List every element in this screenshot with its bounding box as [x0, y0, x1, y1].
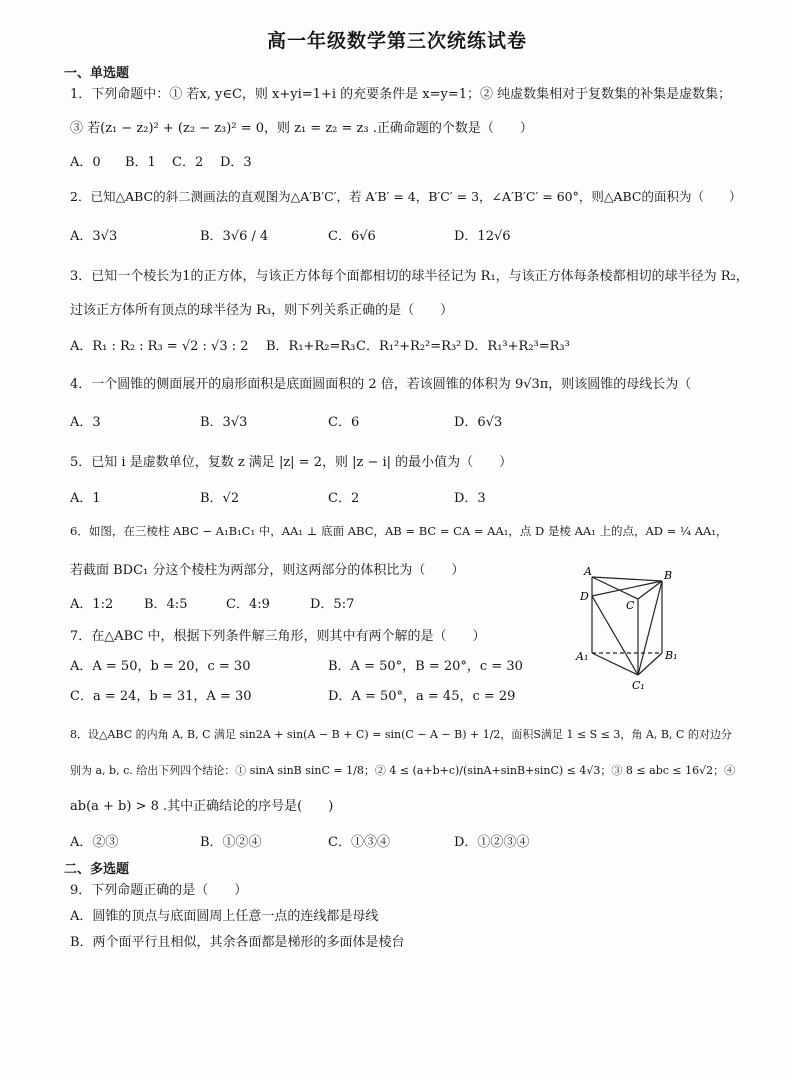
q1-option-c[interactable]: C．2 — [172, 155, 204, 170]
q7-option-d[interactable]: D．A = 50°，a = 45，c = 29 — [328, 689, 516, 704]
q3-option-c[interactable]: C．R₁²+R₂²=R₃² — [356, 339, 462, 354]
q8-option-a[interactable]: A．②③ — [70, 835, 119, 850]
q4-line1: 4．一个圆锥的侧面展开的扇形面积是底面圆面积的 2 倍，若该圆锥的体积为 9√3π，则该圆锥的母线长为（ — [70, 377, 692, 392]
q6-option-b[interactable]: B．4:5 — [144, 597, 188, 612]
q5-option-c[interactable]: C．2 — [328, 491, 360, 506]
q3-option-b[interactable]: B．R₁+R₂=R₃ — [266, 339, 356, 354]
q6-line1: 6．如图，在三棱柱 ABC − A₁B₁C₁ 中，AA₁ ⊥ 底面 ABC，AB = BC = CA = AA₁，点 D 是棱 AA₁ 上的点，AD = ¼ AA₁， — [70, 524, 728, 538]
q8-option-c[interactable]: C．①③④ — [328, 835, 390, 850]
q2-line1: 2．已知△ABC的斜二测画法的直观图为△A′B′C′，若 A′B′ = 4，B′C′ = 3，∠A′B′C′ = 60°，则△ABC的面积为（ ） — [70, 189, 742, 204]
q2-option-d[interactable]: D．12√6 — [454, 229, 511, 244]
q6-option-c[interactable]: C．4:9 — [226, 597, 270, 612]
prism-figure — [570, 565, 700, 700]
q6-options — [70, 596, 390, 614]
exam-title: 高一年级数学第三次统练试卷 — [266, 30, 527, 52]
q5-option-a[interactable]: A．1 — [70, 491, 101, 506]
q4-options — [70, 414, 710, 432]
q1-options — [70, 154, 330, 172]
q1-option-b[interactable]: B．1 — [125, 155, 156, 170]
q7-option-a[interactable]: A．A = 50，b = 20，c = 30 — [70, 659, 251, 674]
figure-label-a1: A₁ — [576, 650, 589, 663]
figure-label-d: D — [580, 590, 589, 603]
section-multi-choice: 二、多选题 — [64, 862, 130, 877]
q1-line2: ③ 若(z₁ − z₂)² + (z₂ − z₃)² = 0，则 z₁ = z₂ = z₃ .正确命题的个数是（ ） — [70, 121, 533, 136]
q6-option-a[interactable]: A．1:2 — [70, 597, 114, 612]
q1-option-a[interactable]: A．0 — [70, 155, 101, 170]
figure-label-b: B — [664, 569, 673, 582]
q3-option-d[interactable]: D．R₁³+R₂³=R₃³ — [464, 339, 570, 354]
figure-label-a: A — [584, 565, 592, 578]
section-single-choice: 一、单选题 — [64, 66, 130, 81]
q8-line3: ab(a + b) > 8 .其中正确结论的序号是( ) — [70, 799, 334, 814]
q2-option-a[interactable]: A．3√3 — [70, 229, 118, 244]
q5-option-d[interactable]: D．3 — [454, 491, 486, 506]
q3-line1: 3．已知一个棱长为1的正方体，与该正方体每个面都相切的球半径记为 R₁，与该正方体每条棱都相切的球半径为 R₂， — [70, 269, 749, 284]
q9-line1: 9．下列命题正确的是（ ） — [70, 883, 248, 898]
figure-label-c1: C₁ — [632, 679, 645, 692]
q7-line1: 7．在△ABC 中，根据下列条件解三角形，则其中有两个解的是（ ） — [70, 629, 486, 644]
q5-line1: 5．已知 i 是虚数单位，复数 z 满足 |z| = 2，则 |z − i| 的最小值为（ ） — [70, 455, 513, 470]
q9-option-b[interactable]: B．两个面平行且相似，其余各面都是梯形的多面体是棱台 — [70, 935, 405, 950]
q8-option-b[interactable]: B．①②④ — [200, 835, 262, 850]
q4-option-c[interactable]: C．6 — [328, 415, 360, 430]
q8-option-d[interactable]: D．①②③④ — [454, 835, 530, 850]
q8-options — [70, 834, 710, 852]
q7-options-row1 — [70, 658, 530, 676]
q3-options — [70, 338, 710, 356]
q7-option-b[interactable]: B．A = 50°，B = 20°，c = 30 — [328, 659, 523, 674]
q9-option-a[interactable]: A．圆锥的顶点与底面圆周上任意一点的连线都是母线 — [70, 909, 379, 924]
q5-options — [70, 490, 710, 508]
q7-option-c[interactable]: C．a = 24，b = 31，A = 30 — [70, 689, 252, 704]
q8-line1: 8．设△ABC 的内角 A, B, C 满足 sin2A + sin(A − B + C) = sin(C − A − B) + 1/2，面积S满足 1 ≤ S ≤ 3，角 A, B, C 的对边分 — [70, 728, 732, 741]
q1-option-d[interactable]: D．3 — [220, 155, 252, 170]
q4-option-d[interactable]: D．6√3 — [454, 415, 503, 430]
q3-option-a[interactable]: A．R₁ : R₂ : R₃ = √2 : √3 : 2 — [70, 339, 249, 354]
q2-option-c[interactable]: C．6√6 — [328, 229, 376, 244]
q1-line1: 1．下列命题中：① 若x, y∈C，则 x+yi=1+i 的充要条件是 x=y=1；② 纯虚数集相对于复数集的补集是虚数集； — [70, 87, 732, 102]
q2-option-b[interactable]: B．3√6 / 4 — [200, 229, 269, 244]
q4-option-b[interactable]: B．3√3 — [200, 415, 248, 430]
q2-options — [70, 228, 710, 246]
q6-option-d[interactable]: D．5:7 — [310, 597, 355, 612]
q3-line2: 过该正方体所有顶点的球半径为 R₃，则下列关系正确的是（ ） — [70, 303, 454, 318]
q4-option-a[interactable]: A．3 — [70, 415, 101, 430]
q7-options-row2 — [70, 688, 530, 706]
q6-line2: 若截面 BDC₁ 分这个棱柱为两部分，则这两部分的体积比为（ ） — [70, 563, 465, 578]
q8-line2: 别为 a, b, c. 给出下列四个结论：① sinA sinB sinC = 1/8；② 4 ≤ (a+b+c)/(sinA+sinB+sinC) ≤ 4√3；③ 8 ≤ abc ≤ 16√2；④ — [70, 764, 736, 777]
figure-label-b1: B₁ — [665, 649, 678, 662]
figure-label-c: C — [626, 599, 635, 612]
q5-option-b[interactable]: B．√2 — [200, 491, 240, 506]
